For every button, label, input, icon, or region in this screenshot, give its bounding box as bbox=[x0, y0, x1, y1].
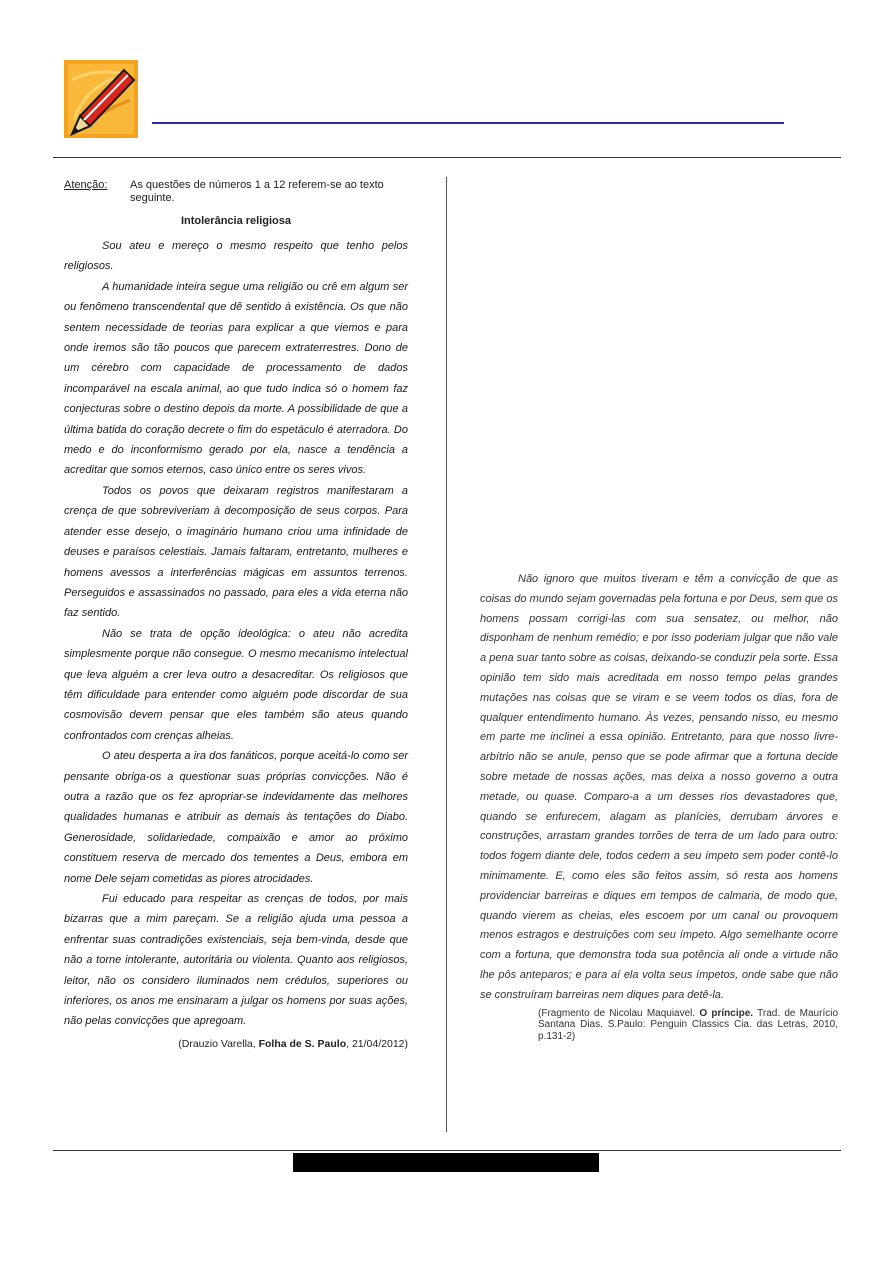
header-rule bbox=[152, 122, 784, 124]
paragraph: A humanidade inteira segue uma religião ou crê em algum ser ou fenômeno transcendental que dê sentido à existência. Os que não sentem necessidade de teorias para explicar a que viemos e para onde iremos são tão poucos que parecem extraterrestres. Dono de um cérebro com capacidade de processamento de dados incomparável na escala animal, ao que tudo indica só o homem faz conjecturas sobre o destino depois da morte. A possibilidade de que a última batida do coração decrete o fim do espetáculo é aterradora. Do medo e do inconformismo gerado por ela, nasce a tendência a acreditar que somos eternos, caso único entre os seres vivos. bbox=[64, 280, 408, 477]
bottom-divider bbox=[53, 1150, 841, 1151]
excerpt-paragraph: Não ignoro que muitos tiveram e têm a convicção de que as coisas do mundo sejam governadas pela fortuna e por Deus, sem que os homens possam corrigi-las com sua sensatez, ou melhor, não disponham de nenhum remédio; e por isso poderiam julgar que não vale a pena suar tanto sobre as coisas, deixando-se conduzir pela sorte. Essa opinião tem sido mais acreditada em nosso tempo pelas grandes mutações nas coisas que se viram e se veem todos os dias, fora de qualquer entendimento humano. Às vezes, pensando nisso, eu mesmo em parte me inclinei a essa opinião. Entretanto, para que nosso livre-arbítrio não se anule, penso que se pode afirmar que a fortuna decide sobre metade de nossas ações, mas deixa a nosso governo a outra metade, ou quase. Comparo-a a um desses rios devastadores que, quando se enfurecem, alagam as planícies, derrubam árvores e construções, arrastam grandes torrões de terra de um lado para outro: todos fogem diante dele, todos cedem a seu ímpeto sem poder contê-lo minimamente. E, como eles são feitos assim, só resta aos homens providenciar barreiras e diques em tempos de calmaria, de modo que, quando vierem as cheias, eles escoem por um canal ou provoquem menos estragos e destruições com seu ímpeto. Algo semelhante ocorre com a fortuna, que demonstra toda sua potência ali onde a virtude não lhe pôs anteparos; e para aí ela volta seus ímpetos, onde sabe que não se construíram barreiras nem diques para detê-la. bbox=[480, 573, 838, 1001]
excerpt-credit bbox=[538, 1008, 838, 1043]
footer-bar bbox=[293, 1153, 599, 1172]
excerpt-credit-suffix: Trad. de Maurício Santana Dias. S.Paulo: Penguin Classics Cia. das Letras, 2010, p.131-2) bbox=[538, 1007, 839, 1042]
attention-label: Atenção: bbox=[64, 179, 108, 191]
attention-text: As questões de números 1 a 12 referem-se ao texto seguinte. bbox=[130, 179, 384, 204]
column-divider bbox=[446, 177, 447, 1132]
left-column bbox=[64, 179, 408, 1051]
paragraph: Não se trata de opção ideológica: o ateu não acredita simplesmente porque não consegue. O mesmo mecanismo intelectual que leva alguém a crer leva outro a desacreditar. Os religiosos que têm dificuldade para entender como alguém pode discordar de sua cosmovisão devem pensar que eles também são ateus quando confrontados com crenças alheias. bbox=[64, 627, 408, 742]
text-title: Intolerância religiosa bbox=[180, 215, 292, 227]
credit-prefix: (Drauzio Varella, bbox=[178, 1037, 259, 1050]
attention-note bbox=[64, 179, 408, 205]
paragraph: Fui educado para respeitar as crenças de todos, por mais bizarras que a mim pareçam. Se a religião ajuda uma pessoa a enfrentar suas contradições existenciais, seja bem-vinda, desde que não a torne intolerante, autoritária ou violenta. Quanto aos religiosos, leitor, não os considero iluminados nem crédulos, superiores ou inferiores, os anos me ensinaram a julgar os homens por suas ações, não pelas convicções que apregoam. bbox=[64, 893, 408, 1028]
right-column bbox=[480, 570, 838, 1042]
top-divider bbox=[53, 157, 841, 158]
excerpt-credit-prefix: (Fragmento de Nicolau Maquiavel. bbox=[538, 1007, 700, 1019]
credit-source: Folha de S. Paulo bbox=[258, 1037, 347, 1050]
paragraph: Sou ateu e mereço o mesmo respeito que tenho pelos religiosos. bbox=[64, 240, 408, 273]
source-credit bbox=[64, 1038, 408, 1051]
paragraph: O ateu desperta a ira dos fanáticos, porque aceitá-lo como ser pensante obriga-os a questionar suas próprias convicções. Não é outra a razão que os fez apropriar-se indevidamente das melhores qualidades humanas e atribuir as demais às tentações do Diabo. Generosidade, solidariedade, compaixão e amor ao próximo constituem reserva de mercado dos tementes a Deus, embora em nome Dele sejam cometidas as piores atrocidades. bbox=[64, 750, 408, 885]
pencil-logo-icon bbox=[64, 60, 138, 138]
credit-suffix: , 21/04/2012) bbox=[346, 1037, 408, 1050]
excerpt-credit-book: O príncipe. bbox=[699, 1007, 754, 1019]
paragraph: Todos os povos que deixaram registros manifestaram a crença de que sobreviveriam à decomposição de seus corpos. Para atender esse desejo, o imaginário humano criou uma infinidade de deuses e paraísos celestiais. Jamais faltaram, entretanto, mulheres e homens avessos a interferências mágicas em assuntos terrenos. Perseguidos e assassinados no passado, para eles a vida eterna não faz sentido. bbox=[64, 484, 408, 620]
